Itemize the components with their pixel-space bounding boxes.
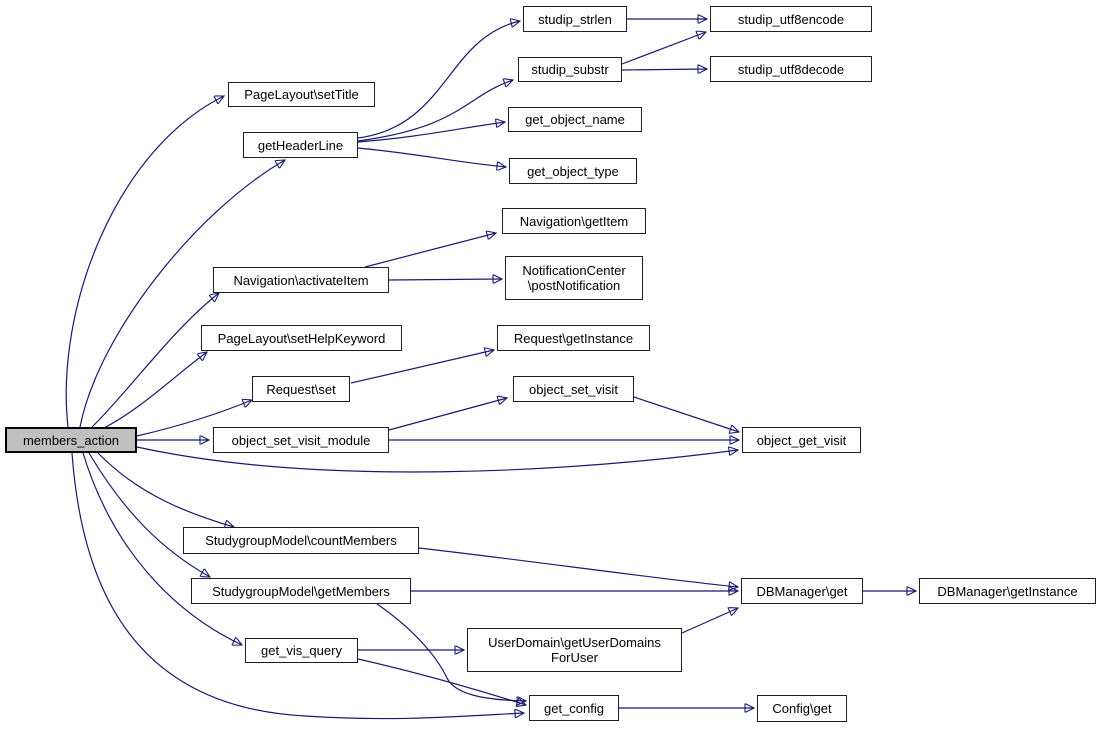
- node-config-get[interactable]: [757, 695, 847, 722]
- edge-members_action-navigation_activateitem: [92, 293, 219, 427]
- node-label: get_config: [544, 700, 604, 716]
- edge-members_action-studygroupmodel_getmembers: [89, 453, 210, 577]
- node-studip-utf8encode[interactable]: [710, 6, 872, 32]
- node-dbmanager-getinstance[interactable]: [919, 578, 1096, 604]
- edge-navigation_activateitem-notificationcenter_postnotification: [389, 279, 502, 280]
- node-label-line2: \postNotification: [527, 278, 621, 293]
- node-studip-strlen[interactable]: [523, 6, 627, 32]
- edge-studip_substr-studip_utf8encode: [622, 32, 706, 64]
- node-label: studip_utf8encode: [737, 11, 845, 27]
- node-label: get_vis_query: [261, 643, 342, 658]
- edge-object_set_visit_module-object_set_visit: [389, 398, 507, 430]
- edge-navigation_activateitem-navigation_getitem: [365, 233, 496, 267]
- node-label: DBManager\getInstance: [937, 583, 1078, 599]
- edge-getheaderline-get_object_type: [358, 148, 506, 167]
- node-label: getHeaderLine: [257, 137, 344, 153]
- node-label: DBManager\get: [756, 583, 848, 599]
- node-object-set-visit-module[interactable]: [213, 427, 389, 453]
- node-navigation-activateitem[interactable]: [213, 267, 389, 293]
- node-label: StudygroupModel\countMembers: [205, 533, 397, 548]
- node-label: Navigation\getItem: [519, 213, 629, 229]
- node-label: NotificationCenter: [522, 263, 626, 278]
- node-label: Request\set: [266, 381, 336, 397]
- node-get-object-type[interactable]: [509, 158, 637, 184]
- node-label: get_object_type: [527, 163, 619, 179]
- node-label: studip_strlen: [538, 11, 612, 27]
- edge-object_set_visit-object_get_visit: [634, 397, 739, 432]
- node-get-vis-query[interactable]: [245, 638, 358, 663]
- node-studygroupmodel-getmembers[interactable]: [191, 578, 411, 604]
- node-get-config[interactable]: [529, 695, 619, 721]
- node-label: object_get_visit: [756, 432, 847, 448]
- edge-members_action-pagelayout_settitle: [66, 96, 224, 427]
- node-pagelayout-sethelpkeyword[interactable]: [201, 325, 402, 351]
- node-studip-substr[interactable]: [518, 57, 622, 82]
- node-label: members_action: [22, 432, 120, 448]
- node-label: StudygroupModel\getMembers: [212, 583, 390, 599]
- node-request-set[interactable]: [252, 376, 350, 402]
- edge-getheaderline-studip_substr: [358, 80, 513, 141]
- edge-members_action-studygroupmodel_countmembers: [98, 453, 234, 527]
- node-label-line2: ForUser: [551, 650, 598, 665]
- node-label: object_set_visit_module: [231, 432, 371, 448]
- node-label: studip_substr: [531, 62, 609, 77]
- node-studip-utf8decode[interactable]: [710, 56, 872, 82]
- node-notificationcenter-postnotification[interactable]: [505, 256, 643, 300]
- node-label: object_set_visit: [529, 381, 618, 397]
- node-label: Navigation\activateItem: [233, 272, 369, 288]
- node-object-set-visit[interactable]: [513, 376, 634, 402]
- node-getheaderline[interactable]: [243, 132, 358, 158]
- node-label: PageLayout\setTitle: [244, 87, 359, 102]
- node-userdomain-getuserdomainsforuser[interactable]: [467, 628, 682, 672]
- node-object-get-visit[interactable]: [742, 427, 861, 453]
- node-studygroupmodel-countmembers[interactable]: [183, 527, 419, 554]
- node-label: Request\getInstance: [513, 330, 634, 346]
- node-label: get_object_name: [525, 112, 625, 127]
- node-get-object-name[interactable]: [508, 107, 642, 132]
- edge-userdomain_getuserdomainsforuser-dbmanager_get: [682, 608, 738, 633]
- node-members-action: [5, 427, 137, 453]
- node-label: PageLayout\setHelpKeyword: [217, 330, 386, 346]
- node-navigation-getitem[interactable]: [502, 208, 646, 234]
- edge-studygroupmodel_countmembers-dbmanager_get: [419, 548, 738, 587]
- edge-members_action-pagelayout_sethelpkeyword: [104, 352, 207, 428]
- node-dbmanager-get[interactable]: [741, 578, 863, 604]
- node-pagelayout-settitle[interactable]: [228, 82, 375, 107]
- node-request-getinstance[interactable]: [497, 325, 650, 351]
- node-label: Config\get: [772, 701, 832, 716]
- node-label: UserDomain\getUserDomains: [488, 635, 661, 650]
- edge-request_set-request_getinstance: [351, 350, 494, 383]
- edge-getheaderline-get_object_name: [358, 122, 505, 142]
- node-label: studip_utf8decode: [737, 61, 845, 77]
- edge-studip_substr-studip_utf8decode: [622, 69, 707, 70]
